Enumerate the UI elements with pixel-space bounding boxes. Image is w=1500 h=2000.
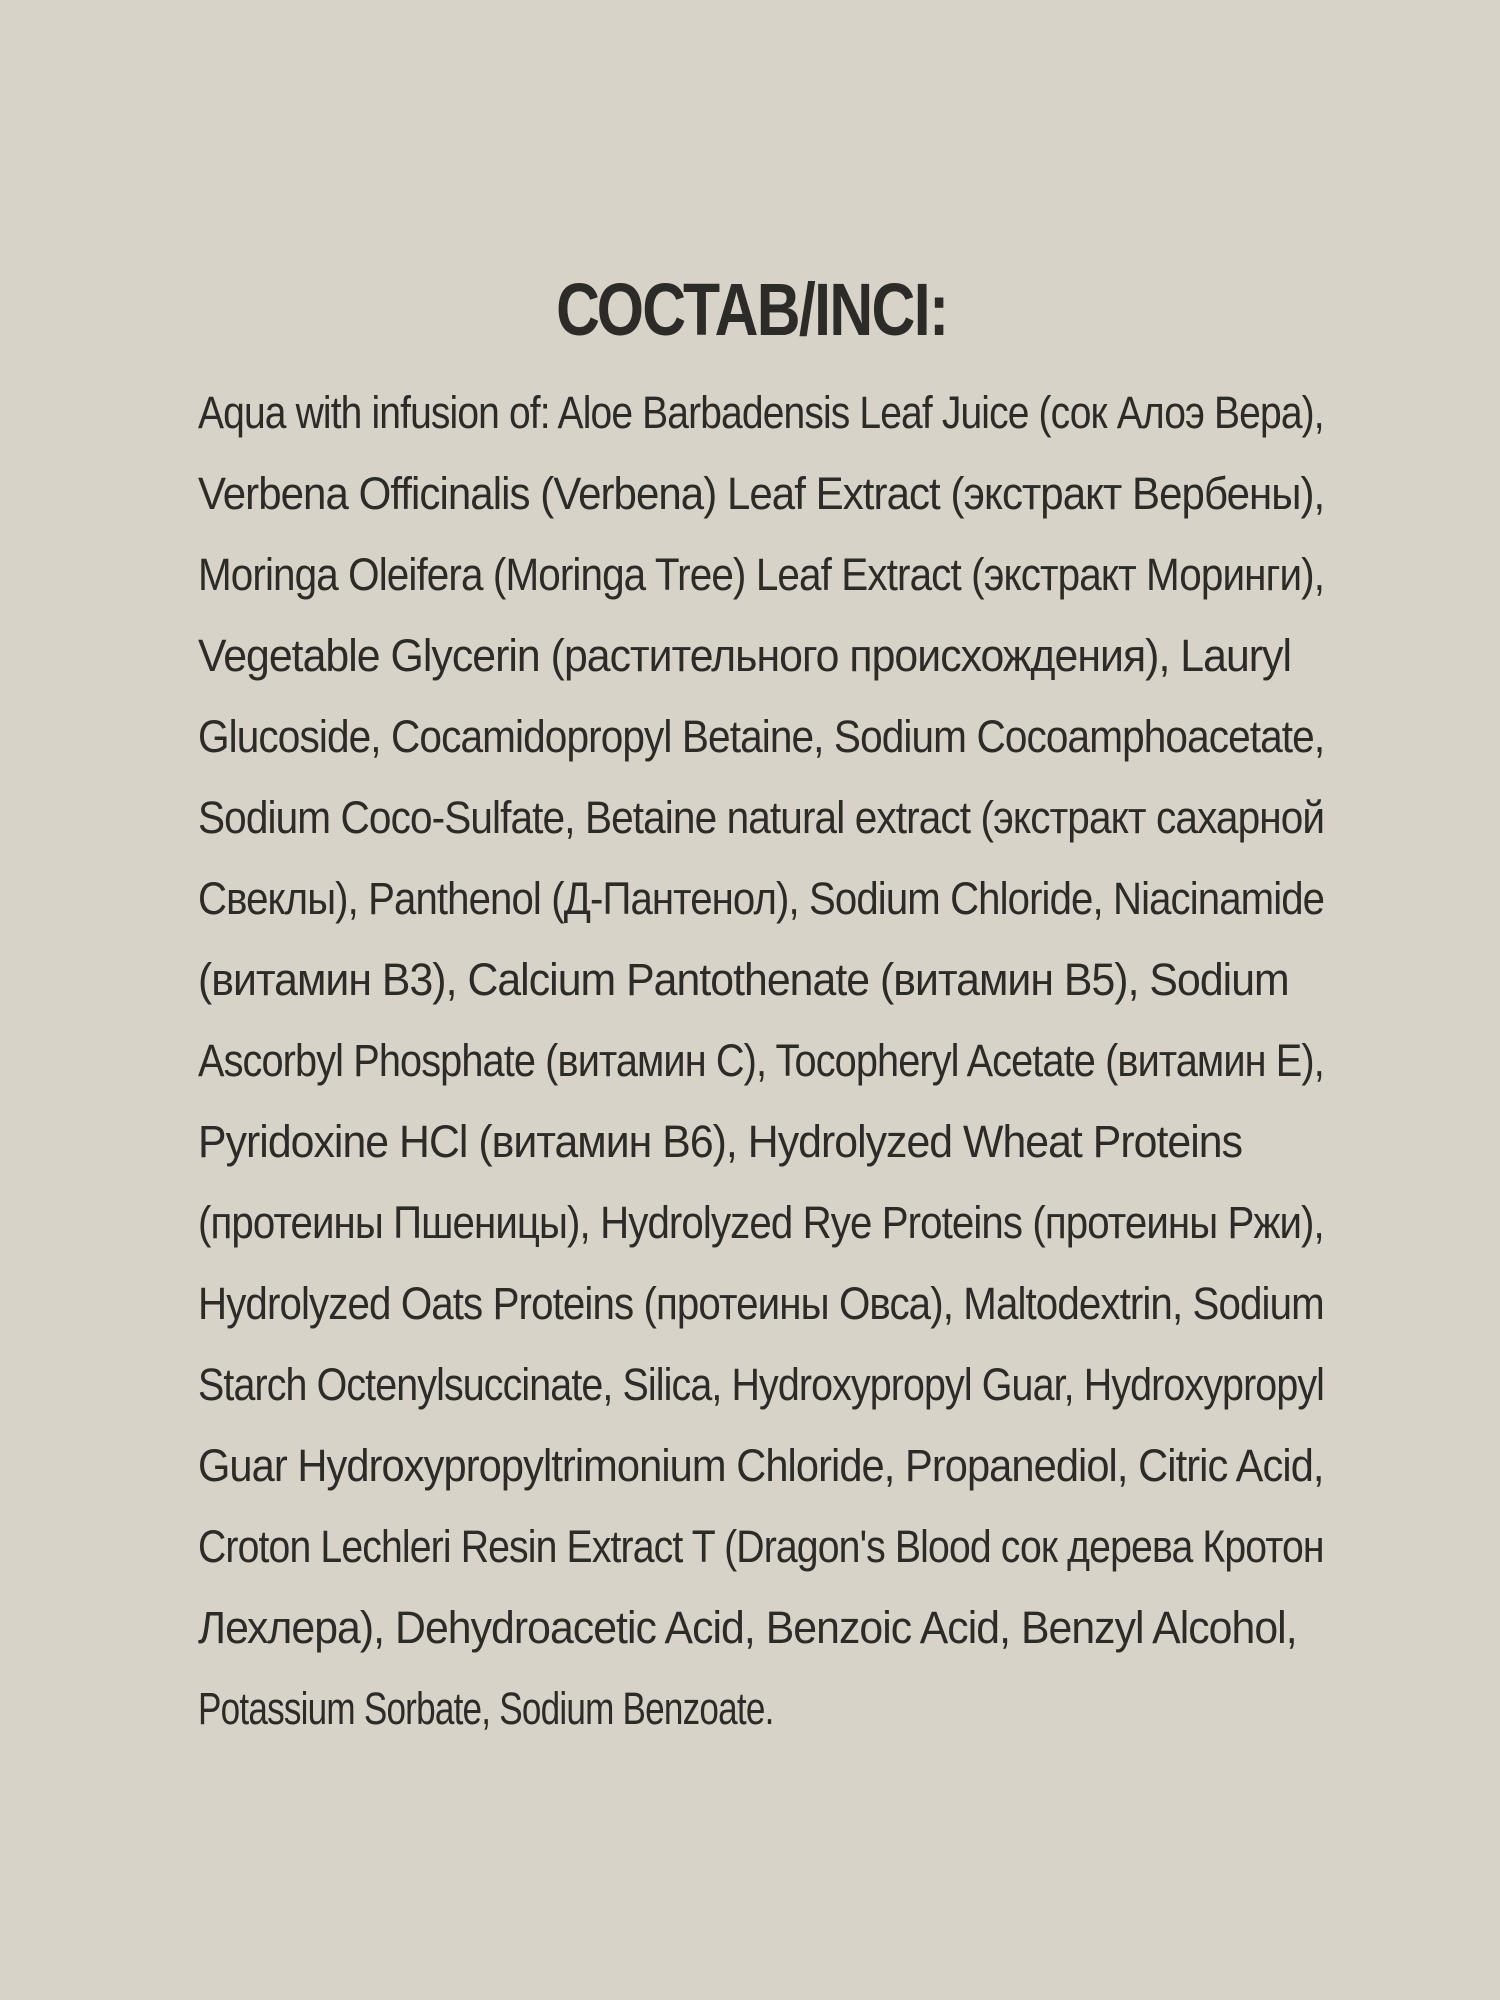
ingredient-line-text: Aqua with infusion of: Aloe Barbadensis Leaf Juice (сок Алоэ Вера), bbox=[198, 387, 1324, 438]
ingredient-line bbox=[198, 1506, 1324, 1587]
ingredient-line bbox=[198, 1344, 1324, 1425]
ingredient-line bbox=[198, 1425, 1324, 1506]
ingredient-line bbox=[198, 1587, 1324, 1668]
ingredient-line bbox=[198, 939, 1324, 1020]
ingredient-line-text: Verbena Officinalis (Verbena) Leaf Extract (экстракт Вербены), bbox=[198, 468, 1324, 519]
ingredient-line bbox=[198, 858, 1324, 939]
ingredient-line-text: Hydrolyzed Oats Proteins (протеины Овса), Maltodextrin, Sodium bbox=[198, 1278, 1324, 1329]
ingredient-line-text: Лехлера), Dehydroacetic Acid, Benzoic Acid, Benzyl Alcohol, bbox=[198, 1602, 1297, 1653]
ingredient-line-text: Sodium Coco-Sulfate, Betaine natural extract (экстракт сахарной bbox=[198, 792, 1324, 843]
ingredient-line bbox=[198, 453, 1324, 534]
ingredient-line-text: Vegetable Glycerin (растительного происхождения), Lauryl bbox=[198, 630, 1292, 681]
ingredient-line-text: Starch Octenylsuccinate, Silica, Hydroxypropyl Guar, Hydroxypropyl bbox=[198, 1359, 1324, 1410]
ingredient-line bbox=[198, 1263, 1324, 1344]
ingredient-line bbox=[198, 1101, 1324, 1182]
ingredient-line-text: (витамин B3), Calcium Pantothenate (витамин B5), Sodium bbox=[198, 954, 1289, 1005]
ingredient-line bbox=[198, 534, 1324, 615]
ingredient-line bbox=[198, 615, 1324, 696]
ingredient-line-text: Guar Hydroxypropyltrimonium Chloride, Propanediol, Citric Acid, bbox=[198, 1440, 1324, 1491]
ingredients-list bbox=[198, 372, 1324, 1749]
ingredient-line bbox=[198, 1182, 1324, 1263]
ingredient-line bbox=[198, 696, 1324, 777]
page-title: СОСТАВ/INCI: bbox=[556, 268, 948, 351]
ingredient-line-text: Ascorbyl Phosphate (витамин С), Tocopheryl Acetate (витамин Е), bbox=[198, 1035, 1324, 1086]
ingredient-line bbox=[198, 1020, 1324, 1101]
ingredient-line bbox=[198, 777, 1324, 858]
ingredient-line-text: (протеины Пшеницы), Hydrolyzed Rye Proteins (протеины Ржи), bbox=[198, 1197, 1324, 1248]
ingredient-line-text: Potassium Sorbate, Sodium Benzoate. bbox=[198, 1683, 774, 1734]
ingredient-line-text: Glucoside, Cocamidopropyl Betaine, Sodium Cocoamphoacetate, bbox=[198, 711, 1324, 762]
ingredient-line bbox=[198, 1668, 1324, 1749]
ingredient-line-text: Pyridoxine HCl (витамин B6), Hydrolyzed Wheat Proteins bbox=[198, 1116, 1243, 1167]
ingredient-line-text: Свеклы), Panthenol (Д-Пантенол), Sodium Chloride, Niacinamide bbox=[198, 873, 1324, 924]
ingredient-line bbox=[198, 372, 1324, 453]
ingredient-line-text: Croton Lechleri Resin Extract T (Dragon's Blood сок дерева Кротон bbox=[198, 1521, 1324, 1572]
ingredient-line-text: Moringa Oleifera (Moringa Tree) Leaf Extract (экстракт Моринги), bbox=[198, 549, 1324, 600]
